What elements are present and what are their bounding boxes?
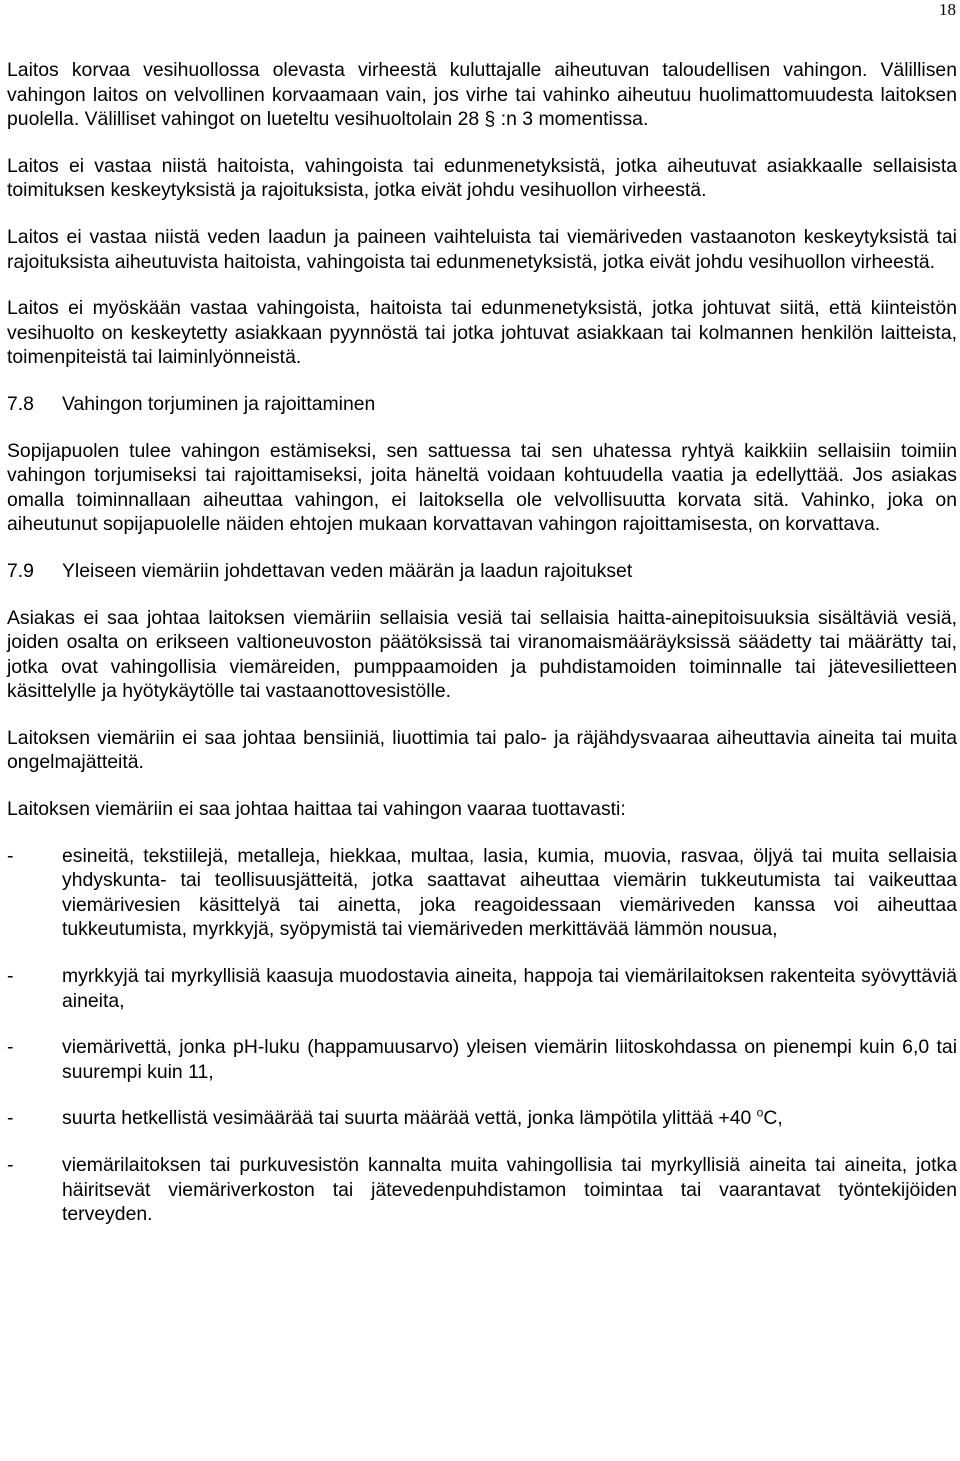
paragraph-no-liability-quality: Laitos ei vastaa niistä veden laadun ja paineen vaihteluista tai viemäriveden vastaanoton keskeytyksistä tai rajoituksista aiheutuvista haitoista, vahingoista tai edunmenetyksistä, jotka eivät johdu vesihuollon virheestä. bbox=[7, 225, 957, 273]
list-item bbox=[7, 1035, 957, 1084]
paragraph-no-liability-interruptions: Laitos ei vastaa niistä haitoista, vahingoista tai edunmenetyksistä, jotka aiheutuvat asiakkaalle sellaisista toimituksen keskeytyksistä ja rajoituksista, jotka eivät johdu vesihuollon virheestä. bbox=[7, 154, 957, 202]
paragraph-flammable-substances: Laitoksen viemäriin ei saa johtaa bensiiniä, liuottimia tai palo- ja räjähdysvaaraa aiheuttavia aineita tai muita ongelmajätteitä. bbox=[7, 726, 957, 774]
list-item bbox=[7, 964, 957, 1013]
list-dash: - bbox=[7, 1154, 14, 1176]
list-item-text: viemärilaitoksen tai purkuvesistön kannalta muita vahingollisia tai myrkyllisiä aineita tai aineita, jotka häiritsevät viemäriverkoston tai jätevedenpuhdistamon toimintaa tai vaarantavat työntekijöiden terveyden. bbox=[62, 1154, 957, 1226]
prohibited-items-list bbox=[7, 844, 957, 1227]
section-heading-7-8 bbox=[7, 392, 957, 417]
list-item bbox=[7, 1106, 957, 1131]
paragraph-damage-compensation: Laitos korvaa vesihuollossa olevasta virheestä kuluttajalle aiheutuvan taloudellisen vahingon. Välillisen vahingon laitos on velvollinen korvaamaan vain, jos virhe tai vahinko aiheutuu huolimattomuudesta laitoksen puolella. Välilliset vahingot on lueteltu vesihuoltolain 28 § :n 3 momentissa. bbox=[7, 59, 957, 131]
list-dash: - bbox=[7, 1036, 14, 1059]
section-title: Yleiseen viemäriin johdettavan veden määrän ja laadun rajoitukset bbox=[62, 559, 633, 582]
temperature-text: suurta hetkellistä vesimäärää tai suurta määrää vettä, jonka lämpötila ylittää +40 bbox=[62, 1107, 757, 1130]
list-item-text: myrkkyjä tai myrkyllisiä kaasuja muodostavia aineita, happoja tai viemärilaitoksen rakenteita syövyttäviä aineita, bbox=[62, 965, 957, 1012]
paragraph-no-liability-customer: Laitos ei myöskään vastaa vahingoista, haitoista tai edunmenetyksistä, jotka johtuvat siitä, että kiinteistön vesihuolto on keskeytetty asiakkaan pyynnöstä tai jotka johtuvat asiakkaan tai kolmannen henkilön laitteista, toimenpiteistä tai laiminlyönneistä. bbox=[7, 297, 957, 369]
document-body bbox=[7, 58, 957, 1249]
degree-superscript: o bbox=[756, 1105, 764, 1120]
list-dash: - bbox=[7, 844, 14, 867]
section-number: 7.8 bbox=[7, 392, 34, 415]
list-dash: - bbox=[7, 1107, 14, 1130]
temperature-unit: C, bbox=[763, 1107, 783, 1130]
list-item-text: esineitä, tekstiilejä, metalleja, hiekkaa, multaa, lasia, kumia, muovia, rasvaa, öljyä tai muita sellaisia yhdyskunta- tai teollisuusjätteitä, jotka saattavat aiheuttaa viemärin tukkeutumista tai vaikeuttaa viemärivesien käsittelyä tai ainetta, joka reagoidessaan viemäriveden kanssa voi aiheuttaa tukkeutumista, myrkkyjä, syöpymistä tai viemäriveden merkittävää lämmön nousua, bbox=[62, 844, 957, 941]
paragraph-list-intro: Laitoksen viemäriin ei saa johtaa haittaa tai vahingon vaaraa tuottavasti: bbox=[7, 798, 626, 821]
list-item-text bbox=[62, 1106, 957, 1131]
list-item bbox=[7, 1153, 957, 1227]
section-title: Vahingon torjuminen ja rajoittaminen bbox=[62, 392, 376, 415]
paragraph-damage-prevention: Sopijapuolen tulee vahingon estämiseksi, sen sattuessa tai sen uhatessa ryhtyä kaikkiin sellaisiin toimiin vahingon torjumiseksi tai rajoittamiseksi, joita häneltä voidaan kohtuudella vaatia ja edellyttää. Jos asiakas omalla toiminnallaan aiheuttaa vahingon, ei laitoksella ole velvollisuutta korvata sitä. Vahinko, joka on aiheutunut sopijapuolelle näiden ehtojen mukaan korvattavan vahingon rajoittamisesta, on korvattava. bbox=[7, 439, 957, 536]
section-heading-7-9 bbox=[7, 559, 957, 584]
list-item bbox=[7, 844, 957, 942]
section-number: 7.9 bbox=[7, 559, 34, 582]
list-item-text: viemärivettä, jonka pH-luku (happamuusarvo) yleisen viemärin liitoskohdassa on pienempi kuin 6,0 tai suurempi kuin 11, bbox=[62, 1036, 957, 1083]
paragraph-sewer-restrictions: Asiakas ei saa johtaa laitoksen viemäriin sellaisia vesiä tai sellaisia haitta-ainepitoisuuksia sisältäviä vesiä, joiden osalta on erikseen valtioneuvoston päätöksissä tai viranomaismääräyksissä säädetty tai määrätty tai, jotka ovat vahingollisia viemäreiden, pumppaamoiden ja puhdistamoiden toiminnalle tai jätevesilietteen käsittelylle ja hyötykäytölle tai vastaanottovesistölle. bbox=[7, 606, 957, 703]
list-dash: - bbox=[7, 965, 14, 988]
page-number: 18 bbox=[939, 0, 956, 19]
